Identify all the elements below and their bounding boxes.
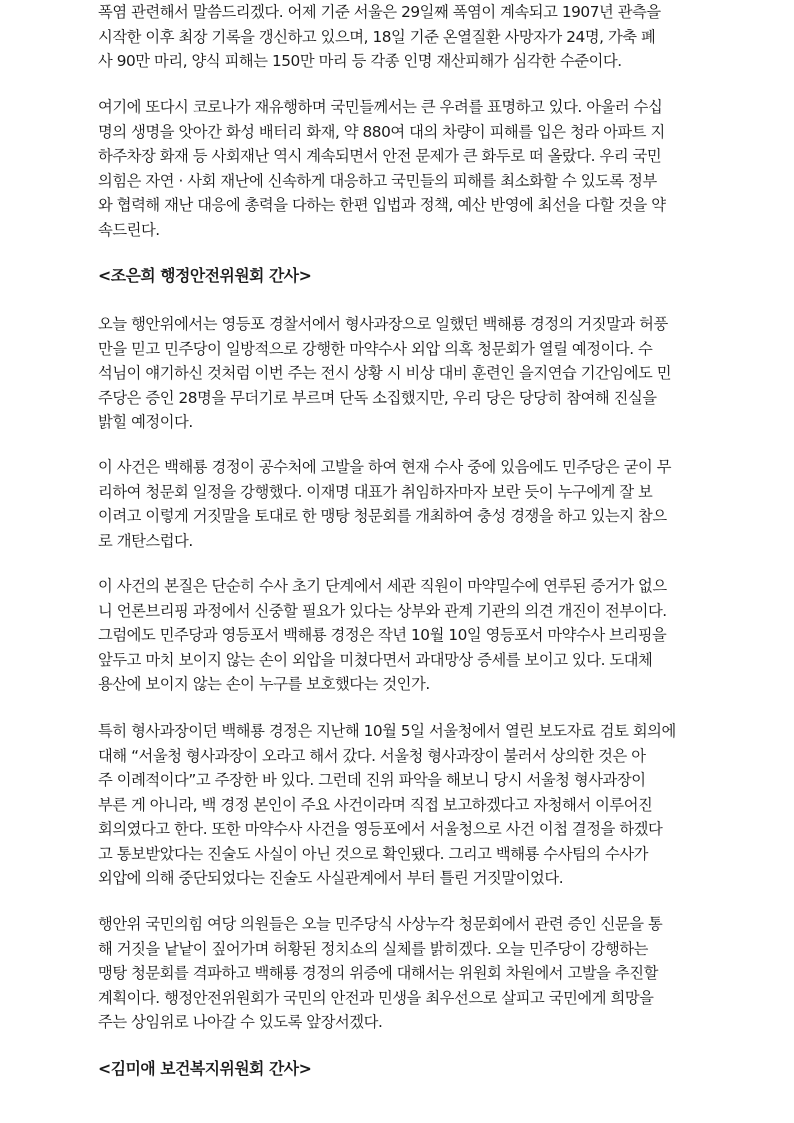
text-line: 회의였다고 한다. 또한 마약수사 사건을 영등포에서 서울청으로 사건 이첩 결정을 하겠다 — [98, 820, 663, 838]
text-line: 이려고 이렇게 거짓말을 토대로 한 맹탕 청문회를 개최하여 충성 경쟁을 하고 있는지 참으 — [98, 507, 667, 525]
text-line: 사 90만 마리, 양식 피해는 150만 마리 등 각종 인명 재산피해가 심각한 수준이다. — [98, 52, 622, 70]
text-line: 행안위 국민의힘 여당 의원들은 오늘 민주당식 사상누각 청문회에서 관련 증인 신문을 통 — [98, 915, 663, 933]
text-line: 대해 “서울청 형사과장이 오라고 해서 갔다. 서울청 형사과장이 불러서 상의한 것은 아 — [98, 746, 646, 765]
paragraph-essence — [98, 574, 698, 697]
text-line: 해 거짓을 낱낱이 짚어가며 허황된 정치쇼의 실체를 밝히겠다. 오늘 민주당이 강행하는 — [98, 939, 648, 958]
text-line: 속드린다. — [98, 220, 160, 239]
text-line: 여기에 또다시 코로나가 재유행하며 국민들께서는 큰 우려를 표명하고 있다. 아울러 수십 — [98, 98, 663, 116]
text-line: 와 협력해 재난 대응에 총력을 다하는 한편 입법과 정책, 예산 반영에 최선을 다할 것을 약 — [98, 196, 666, 214]
paragraph-disasters — [98, 95, 698, 242]
text-line: 특히 형사과장이던 백해룡 경정은 지난해 10월 5일 서울청에서 열린 보도자료 검토 회의에 — [98, 722, 676, 740]
text-line: 로 개탄스럽다. — [98, 531, 193, 550]
text-line: 의힘은 자연 · 사회 재난에 신속하게 대응하고 국민들의 피해를 최소화할 수 있도록 정부 — [98, 171, 657, 190]
text-line: 주는 상임위로 나아갈 수 있도록 앞장서겠다. — [98, 1013, 383, 1031]
text-line: 오늘 행안위에서는 영등포 경찰서에서 형사과장으로 일했던 백해룡 경정의 거짓말과 허풍 — [98, 315, 668, 333]
text-line: 석님이 얘기하신 것처럼 이번 주는 전시 상황 시 비상 대비 훈련인 을지연습 기간임에도 민 — [98, 364, 672, 382]
text-line: 하주차장 화재 등 사회재난 역시 계속되면서 안전 문제가 큰 화두로 떠 올랐다. 우리 국민 — [98, 147, 662, 165]
text-line: 만을 믿고 민주당이 일방적으로 강행한 마약수사 외압 의혹 청문회가 열릴 예정이다. 수 — [98, 339, 653, 358]
text-line: 시작한 이후 최장 기록을 갱신하고 있으며, 18일 기준 온열질환 사망자가 24명, 가축 폐 — [98, 27, 656, 46]
text-line: 주 이례적이다”고 주장한 바 있다. 그런데 진위 파악을 해보니 당시 서울청 형사과장이 — [98, 771, 646, 789]
section-heading-kim: <김미애 보건복지위원회 간사> — [98, 1059, 312, 1078]
text-line: 명의 생명을 앗아간 화성 배터리 화재, 약 880여 대의 차량이 피해를 입은 청라 아파트 지 — [98, 122, 665, 141]
text-line: 리하여 청문회 일정을 강행했다. 이재명 대표가 취임하자마자 보란 듯이 누구에게 잘 보 — [98, 482, 653, 501]
text-line: 이 사건의 본질은 단순히 수사 초기 단계에서 세관 직원이 마약밀수에 연루된 증거가 없으 — [98, 577, 667, 595]
text-line: 앞두고 마치 보이지 않는 손이 외압을 미쳤다면서 과대망상 증세를 보이고 있다. 도대체 — [98, 650, 653, 669]
text-line: 폭염 관련해서 말씀드리겠다. 어제 기준 서울은 29일째 폭염이 계속되고 1907년 관측을 — [98, 3, 661, 21]
text-line: 외압에 의해 중단되었다는 진술도 사실관계에서 부터 틀린 거짓말이었다. — [98, 869, 564, 887]
text-line: 그럼에도 민주당과 영등포서 백해룡 경정은 작년 10월 10일 영등포서 마약수사 브리핑을 — [98, 626, 667, 644]
paragraph-case — [98, 455, 698, 553]
paragraph-heatwave — [98, 0, 698, 74]
text-line: 부른 게 아니라, 백 경정 본인이 주요 사건이라며 직접 보고하겠다고 자청해서 이루어진 — [98, 795, 653, 814]
text-line: 밝힐 예정이다. — [98, 413, 193, 431]
section-heading-cho: <조은희 행정안전위원회 간사> — [98, 266, 312, 285]
text-line: 이 사건은 백해룡 경정이 공수처에 고발을 하여 현재 수사 중에 있음에도 민주당은 굳이 무 — [98, 458, 672, 476]
paragraph-plan — [98, 912, 698, 1035]
paragraph-hearing — [98, 312, 698, 435]
text-line: 고 통보받았다는 진술도 사실이 아닌 것으로 확인됐다. 그리고 백해룡 수사팀의 수사가 — [98, 844, 648, 863]
text-line: 계획이다. 행정안전위원회가 국민의 안전과 민생을 최우선으로 살피고 국민에게 희망을 — [98, 988, 654, 1007]
text-line: 맹탕 청문회를 격파하고 백해룡 경정의 위증에 대해서는 위원회 차원에서 고발을 추진할 — [98, 964, 658, 982]
text-line: 용산에 보이지 않는 손이 누구를 보호했다는 것인가. — [98, 675, 430, 693]
text-line: 주당은 증인 28명을 무더기로 부르며 단독 소집했지만, 우리 당은 당당히 참여해 진실을 — [98, 388, 657, 407]
text-line: 니 언론브리핑 과정에서 신중할 필요가 있다는 상부와 관계 기관의 의견 개진이 전부이다. — [98, 601, 667, 620]
paragraph-testimony — [98, 719, 698, 891]
